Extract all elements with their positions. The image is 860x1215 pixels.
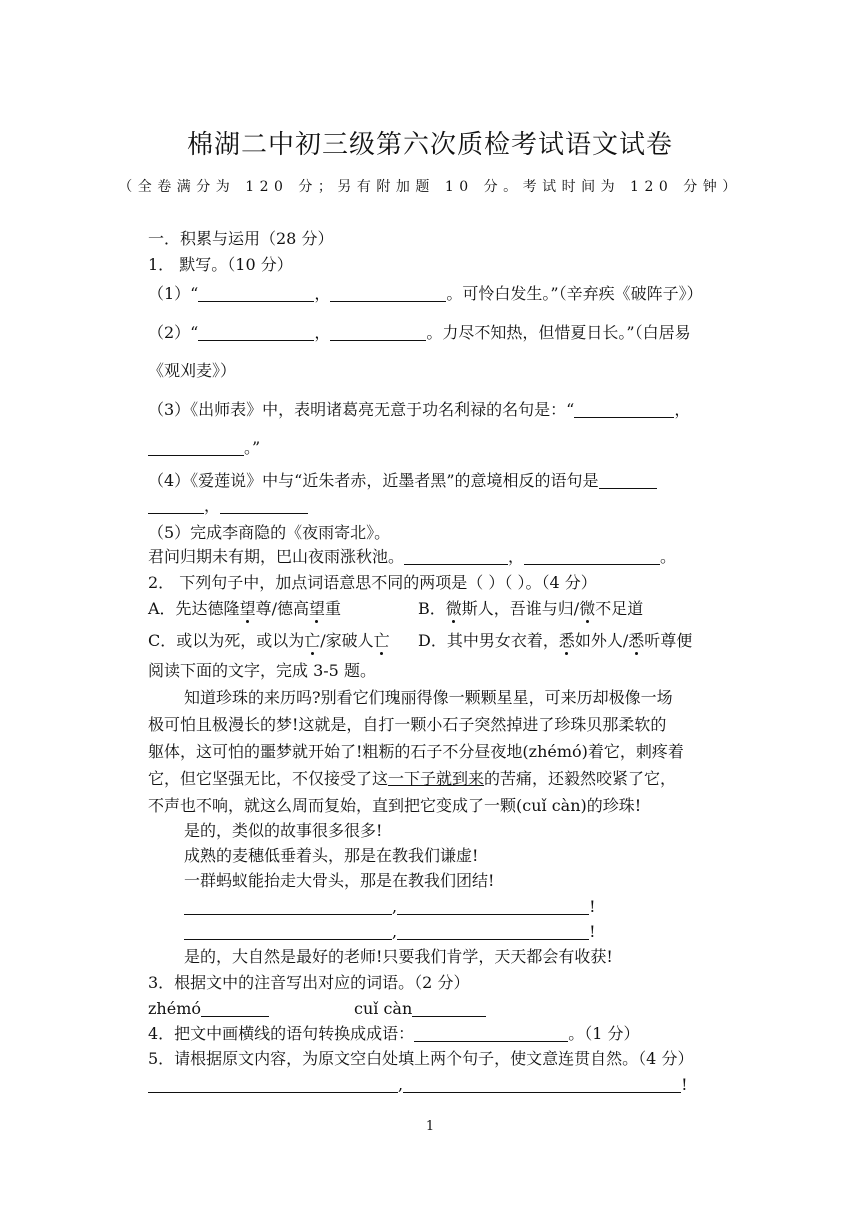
- q1-item-1: [148, 283, 703, 305]
- answer-blank[interactable]: [220, 497, 308, 514]
- q2-options-cd: [148, 630, 692, 652]
- option-a-text: 重: [325, 599, 342, 618]
- passage-text: 的苦痛，还毅然咬紧了它，: [484, 769, 677, 788]
- option-a: [148, 598, 418, 620]
- exam-instructions: （全卷满分为 120 分；另有附加题 10 分。考试时间为 120 分钟）: [118, 179, 742, 195]
- answer-blank[interactable]: [330, 285, 446, 302]
- blank-comma: ,: [392, 922, 398, 941]
- option-a-text: 尊/德高: [255, 599, 309, 618]
- passage-line: 是的，大自然是最好的老师!只要我们肯学，天天都会有收获!: [184, 947, 613, 966]
- q1-item-3-comma: ，: [674, 400, 691, 419]
- answer-blank[interactable]: [201, 1000, 269, 1017]
- answer-blank[interactable]: [330, 324, 426, 341]
- passage-line: 是的，类似的故事很多很多!: [184, 821, 383, 840]
- q1-item-2-source: 《观刈麦》）: [148, 361, 237, 380]
- blank-exclamation: !: [681, 1075, 688, 1094]
- option-d-text: D．其中男女衣着，: [418, 631, 559, 650]
- answer-blank[interactable]: [574, 401, 674, 418]
- question-4-points: 。（1 分）: [568, 1024, 640, 1043]
- passage-line: 成熟的麦穗低垂着头，那是在教我们谦虚!: [184, 846, 479, 865]
- section-heading: 一．积累与运用（28 分）: [148, 229, 334, 248]
- answer-blank[interactable]: [148, 497, 204, 514]
- answer-blank[interactable]: [198, 285, 314, 302]
- blank-comma: ,: [392, 897, 398, 916]
- blank-exclamation: !: [589, 922, 596, 941]
- dotted-word: 望: [308, 599, 325, 618]
- blank-comma: ,: [398, 1075, 404, 1094]
- question-1-heading: 1． 默写。（10 分）: [148, 255, 293, 274]
- dotted-word: 微: [445, 599, 462, 618]
- dotted-word: 悉: [628, 631, 645, 650]
- q1-item-3-end: 。”: [244, 438, 261, 457]
- question-4-text: 4．把文中画横线的语句转换成成语：: [148, 1024, 415, 1043]
- pinyin-label: cuǐ càn: [354, 999, 413, 1018]
- page-title: 棉湖二中初三级第六次质检考试语文试卷: [186, 130, 673, 160]
- q3-answers: [148, 998, 486, 1020]
- q1-item-1-comma: ，: [314, 284, 331, 303]
- option-a-text: A．先达德隆: [148, 599, 240, 618]
- answer-blank[interactable]: [397, 898, 589, 915]
- passage-blank-line: [184, 921, 596, 943]
- q1-item-4-comma: ，: [204, 496, 221, 515]
- poem-given-line: 君问归期未有期，巴山夜雨涨秋池。: [148, 547, 405, 566]
- q1-item-3: [148, 399, 690, 421]
- question-4: [148, 1023, 639, 1045]
- reading-intro: 阅读下面的文字，完成 3-5 题。: [148, 661, 376, 680]
- poem-end: 。: [660, 547, 677, 566]
- pinyin-label: zhémó: [148, 999, 202, 1018]
- q1-item-1-prefix: （1）“: [148, 284, 199, 303]
- q1-item-2-prefix: （2）“: [148, 323, 199, 342]
- passage-line: 极可怕且极漫长的梦!这就是，自打一颗小石子突然掉进了珍珠贝那柔软的: [148, 715, 667, 734]
- q1-item-4: [148, 470, 657, 492]
- passage-line: 不声也不响，就这么周而复始，直到把它变成了一颗(cuǐ càn)的珍珠!: [148, 796, 642, 815]
- q1-item-5: （5）完成李商隐的《夜雨寄北》。: [148, 523, 391, 542]
- option-c: [148, 630, 418, 652]
- passage-blank-line: [184, 896, 596, 918]
- dotted-word: 微: [579, 599, 596, 618]
- answer-blank[interactable]: [397, 923, 589, 940]
- passage-line: 躯体，这可怕的噩梦就开始了!粗粝的石子不分昼夜地(zhémó)着它，刺疼着: [148, 742, 684, 761]
- answer-blank[interactable]: [599, 472, 657, 489]
- q1-item-4-cont: [148, 495, 308, 517]
- q1-item-5-poem: [148, 546, 676, 568]
- answer-blank[interactable]: [148, 439, 244, 456]
- dotted-word: 望: [239, 599, 256, 618]
- underlined-phrase: 一下子就到来: [388, 769, 485, 788]
- answer-blank[interactable]: [184, 923, 392, 940]
- q1-item-1-suffix: 。可怜白发生。”（辛弃疾《破阵子》）: [446, 284, 703, 303]
- dotted-word: 亡: [304, 631, 321, 650]
- passage-line: 知道珍珠的来历吗?别看它们瑰丽得像一颗颗星星，可来历却极像一场: [184, 688, 673, 707]
- dotted-word: 悉: [558, 631, 575, 650]
- option-b-text: B．: [418, 599, 446, 618]
- answer-blank[interactable]: [148, 1076, 398, 1093]
- q3-answer-2: [354, 998, 486, 1020]
- q1-item-2: [148, 322, 691, 344]
- answer-blank[interactable]: [198, 324, 314, 341]
- passage-line: 一群蚂蚁能抬走大骨头，那是在教我们团结!: [184, 871, 495, 890]
- q2-options-ab: [148, 598, 643, 620]
- question-2-heading: 2． 下列句子中，加点词语意思不同的两项是（ ）（ ）。（4 分）: [148, 573, 597, 592]
- poem-comma: ，: [508, 547, 525, 566]
- dotted-word: 亡: [373, 631, 390, 650]
- passage-text: 它，但它坚强无比，不仅接受了这: [148, 769, 389, 788]
- answer-blank[interactable]: [404, 548, 508, 565]
- option-c-text: C．或以为死，或以为: [148, 631, 305, 650]
- passage-line: [148, 768, 676, 790]
- question-5-heading: 5．请根据原文内容，为原文空白处填上两个句子，使文意连贯自然。（4 分）: [148, 1049, 694, 1068]
- q1-item-2-comma: ，: [314, 323, 331, 342]
- option-b: [418, 598, 643, 620]
- q1-item-3-cont: [148, 437, 260, 459]
- answer-blank[interactable]: [184, 898, 392, 915]
- answer-blank[interactable]: [414, 1025, 568, 1042]
- q1-item-4-prefix: （4）《爱莲说》中与“近朱者赤，近墨者黑”的意境相反的语句是: [148, 471, 599, 490]
- option-d-text: 如外人/: [574, 631, 629, 650]
- q1-item-3-prefix: （3）《出师表》中，表明诸葛亮无意于功名利禄的名句是：“: [148, 400, 575, 419]
- blank-exclamation: !: [589, 897, 596, 916]
- option-d: [418, 630, 692, 652]
- q3-answer-1: [148, 998, 354, 1020]
- option-b-text: 斯人，吾谁与归/: [461, 599, 580, 618]
- option-c-text: /家破人: [320, 631, 374, 650]
- option-d-text: 听尊便: [644, 631, 693, 650]
- option-b-text: 不足道: [595, 599, 644, 618]
- answer-blank[interactable]: [403, 1076, 681, 1093]
- q5-answer-line: [148, 1074, 688, 1096]
- page-number: 1: [425, 1119, 435, 1134]
- q1-item-2-suffix: 。力尽不知热，但惜夏日长。”（白居易: [426, 323, 691, 342]
- question-3-heading: 3．根据文中的注音写出对应的词语。（2 分）: [148, 973, 470, 992]
- answer-blank[interactable]: [524, 548, 660, 565]
- answer-blank[interactable]: [412, 1000, 486, 1017]
